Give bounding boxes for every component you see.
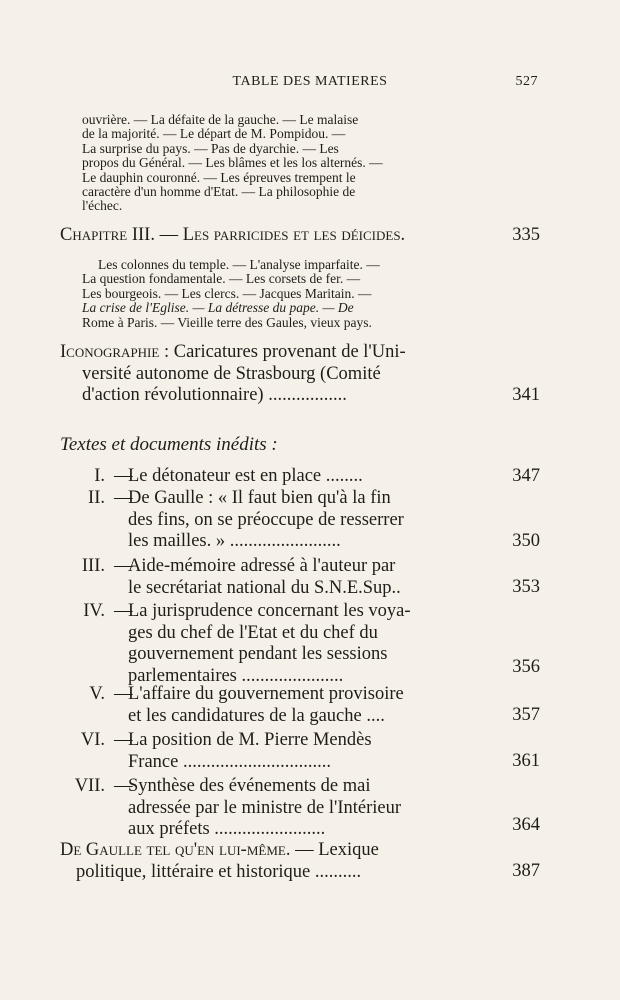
document-title-line: Synthèse des événements de mai — [128, 776, 371, 796]
iconography-label: Iconographie — [60, 342, 160, 362]
document-number: V. — [89, 684, 105, 704]
document-page: 350 — [512, 531, 540, 551]
document-entry: V. — L'affaire du gouvernement provisoire et les candidatures de la gauche .... 357 — [60, 684, 540, 728]
lexique-label: De Gaulle tel qu'en lui-même. — [60, 840, 291, 860]
summary-line: Les colonnes du temple. — L'analyse imparfaite. — — [98, 257, 380, 272]
iconography-line: versité autonome de Strasbourg (Comité — [82, 363, 381, 384]
document-entry: III. — Aide-mémoire adressé à l'auteur par le secrétariat national du S.N.E.Sup.. 353 — [60, 556, 540, 600]
page-number: 527 — [515, 74, 538, 89]
chapter-3-title: Chapitre III. — Les parricides et les déicides. — [60, 225, 406, 245]
chapter-summary-continued — [82, 113, 472, 214]
lexique-line: politique, littéraire et historique .......... — [76, 861, 362, 882]
document-number: I. — [94, 466, 105, 486]
summary-line: La question fondamentale. — Les corsets de fer. — — [82, 271, 361, 287]
document-title-line: des fins, on se préoccupe de resserrer — [128, 509, 404, 530]
summary-line: Les bourgeois. — Les clercs. — Jacques Maritain. — — [82, 285, 372, 301]
document-page: 364 — [512, 815, 540, 835]
document-number: VI. — [80, 730, 105, 750]
document-entry: IV. — La jurisprudence concernant les voya- ges du chef de l'Etat et du chef du gouvernement pendant les sessions parlementaires ...................... 356 — [60, 601, 540, 687]
lexique-text: — Lexique — [290, 840, 379, 860]
document-entry: VII. — Synthèse des événements de mai adressée par le ministre de l'Intérieur aux préfets ........................ 364 — [60, 776, 540, 842]
chapter-3-page: 335 — [512, 225, 540, 245]
lexique-page: 387 — [512, 861, 540, 881]
section-heading: Textes et documents inédits : — [60, 434, 278, 455]
running-title: TABLE DES MATIERES — [232, 74, 388, 89]
document-title-line: France ................................ — [128, 751, 331, 772]
document-page: 347 — [512, 466, 540, 486]
document-page: 357 — [512, 705, 540, 725]
summary-line: caractère d'un homme d'Etat. — La philosophie de — [82, 184, 356, 200]
lexique-entry — [60, 840, 540, 883]
summary-line: Rome à Paris. — Vieille terre des Gaules, vieux pays. — [82, 314, 372, 330]
document-number: IV. — [83, 601, 105, 621]
iconography-line: d'action révolutionnaire) ................. — [82, 385, 347, 405]
document-page: 361 — [512, 751, 540, 771]
document-entry: I. — Le détonateur est en place ........ 347 — [60, 466, 540, 488]
summary-line: de la majorité. — Le départ de M. Pompidou. — — [82, 126, 346, 142]
document-title-line: ges du chef de l'Etat et du chef du — [128, 622, 378, 643]
document-number: II. — [88, 488, 105, 508]
document-number: III. — [81, 556, 105, 576]
summary-line: propos du Général. — Les blâmes et les los alternés. — — [82, 155, 383, 171]
document-title-line: les mailles. » ........................ — [128, 531, 341, 551]
summary-line: ouvrière. — La défaite de la gauche. — Le malaise — [82, 112, 359, 127]
document-title-line: parlementaires ...................... — [128, 665, 344, 686]
document-number: VII. — [74, 776, 105, 796]
document-page: 356 — [512, 657, 540, 677]
document-title-line: De Gaulle : « Il faut bien qu'à la fin — [128, 488, 391, 508]
chapter-3-entry — [60, 225, 540, 247]
document-title-line: La jurisprudence concernant les voya- — [128, 601, 411, 621]
document-title-line: La position de M. Pierre Mendès — [128, 730, 372, 750]
document-entry: II. — De Gaulle : « Il faut bien qu'à la fin des fins, on se préoccupe de resserrer les mailles. » ........................ 350 — [60, 488, 540, 554]
iconography-text: : Caricatures provenant de l'Uni- — [159, 342, 406, 362]
summary-line: Le dauphin couronné. — Les épreuves trempent le — [82, 169, 356, 185]
summary-line: La surprise du pays. — Pas de dyarchie. — Les — [82, 140, 339, 156]
document-title-line: Aide-mémoire adressé à l'auteur par — [128, 556, 396, 576]
document-entry: VI. — La position de M. Pierre Mendès France ................................ 361 — [60, 730, 540, 774]
summary-line: l'échec. — [82, 198, 123, 214]
document-title-line: et les candidatures de la gauche .... — [128, 705, 385, 726]
running-head — [0, 74, 620, 94]
iconography-page: 341 — [512, 385, 540, 405]
document-page: 353 — [512, 577, 540, 597]
document-title-line: Le détonateur est en place ........ — [128, 466, 363, 486]
document-title-line: adressée par le ministre de l'Intérieur — [128, 797, 402, 818]
document-title-line: gouvernement pendant les sessions — [128, 644, 388, 664]
iconography-entry — [60, 342, 540, 407]
document-title-line: L'affaire du gouvernement provisoire — [128, 684, 404, 704]
document-title-line: aux préfets ........................ — [128, 819, 326, 839]
document-title-line: le secrétariat national du S.N.E.Sup.. — [128, 577, 401, 598]
summary-line: La crise de l'Eglise. — La détresse du pape. — De — [82, 300, 354, 316]
chapter-3-summary — [82, 258, 472, 330]
